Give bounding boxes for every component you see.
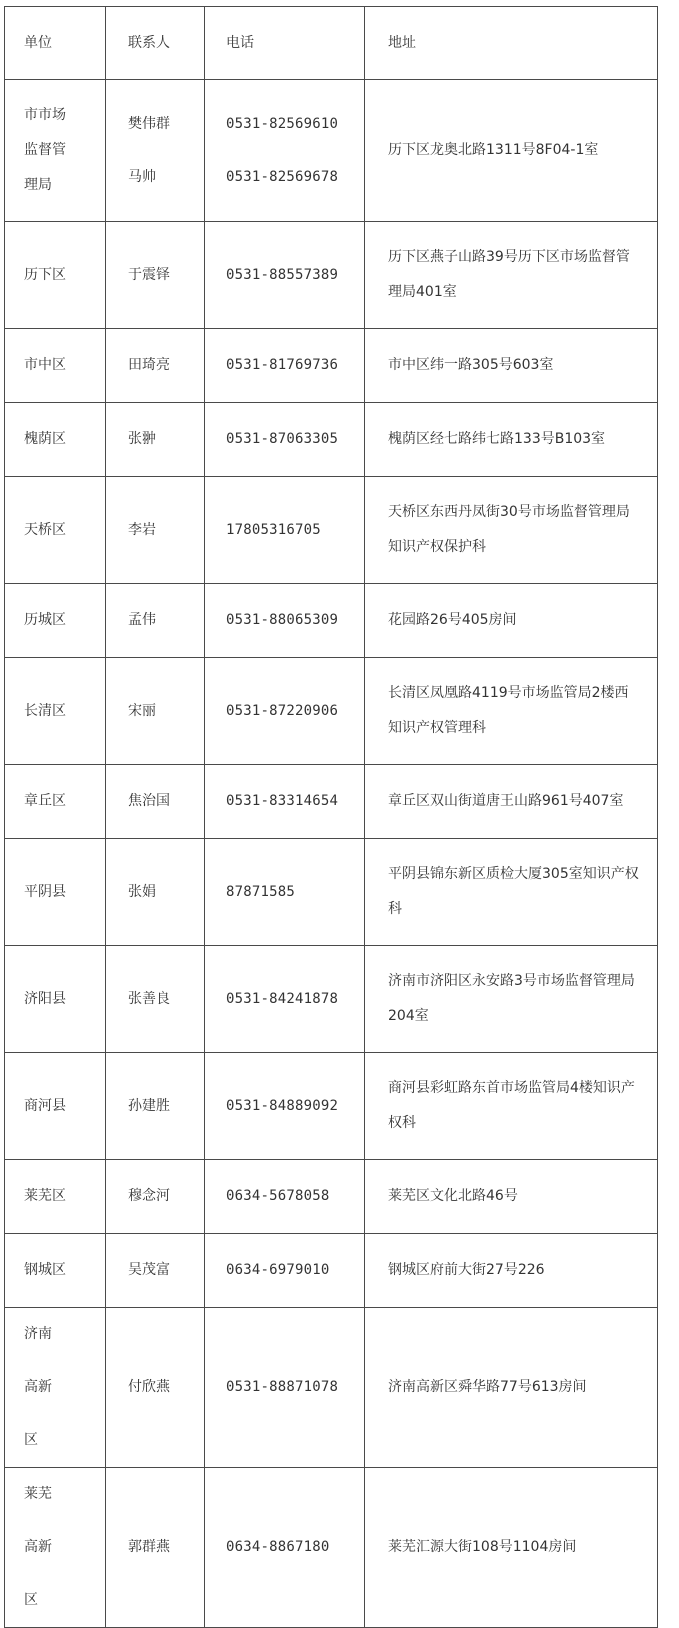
address-cell: 长清区凤凰路4119号市场监管局2楼西知识产权管理科 <box>365 658 658 765</box>
phone-cell: 0531-88557389 <box>205 222 365 329</box>
contact-cell: 张娟 <box>106 839 205 946</box>
address-cell: 历下区龙奥北路1311号8F04-1室 <box>365 80 658 222</box>
address-cell: 平阴县锦东新区质检大厦305室知识产权科 <box>365 839 658 946</box>
table-row <box>5 80 658 222</box>
phone-cell: 0634-8867180 <box>205 1468 365 1628</box>
address-cell: 章丘区双山街道唐王山路961号407室 <box>365 765 658 839</box>
table-row <box>5 839 658 946</box>
phone-cell: 0531-83314654 <box>205 765 365 839</box>
header-phone: 电话 <box>205 7 365 80</box>
unit-text: 济南高新区 <box>24 1326 52 1448</box>
table-row <box>5 658 658 765</box>
phone-cell: 0634-5678058 <box>205 1160 365 1234</box>
table-row <box>5 765 658 839</box>
contact-cell: 李岩 <box>106 477 205 584</box>
table-row <box>5 222 658 329</box>
unit-cell: 历城区 <box>5 584 106 658</box>
unit-cell: 济阳县 <box>5 946 106 1053</box>
unit-cell <box>5 1308 106 1468</box>
phone-number: 0531-82569678 <box>226 168 339 185</box>
unit-cell: 长清区 <box>5 658 106 765</box>
table-row <box>5 1053 658 1160</box>
address-cell: 槐荫区经七路纬七路133号B103室 <box>365 403 658 477</box>
phone-cell: 0531-87063305 <box>205 403 365 477</box>
address-cell: 历下区燕子山路39号历下区市场监督管理局401室 <box>365 222 658 329</box>
table-header-row <box>5 7 658 80</box>
phone-cell: 0531-88871078 <box>205 1308 365 1468</box>
phone-cell <box>205 80 365 222</box>
table-row <box>5 403 658 477</box>
unit-cell <box>5 1468 106 1628</box>
address-cell: 莱芜区文化北路46号 <box>365 1160 658 1234</box>
unit-cell: 章丘区 <box>5 765 106 839</box>
contact-cell: 穆念河 <box>106 1160 205 1234</box>
phone-cell: 0634-6979010 <box>205 1234 365 1308</box>
contact-cell: 郭群燕 <box>106 1468 205 1628</box>
contact-cell: 孙建胜 <box>106 1053 205 1160</box>
contact-cell: 孟伟 <box>106 584 205 658</box>
contact-name: 马帅 <box>128 168 156 185</box>
address-cell: 天桥区东西丹凤街30号市场监督管理局知识产权保护科 <box>365 477 658 584</box>
phone-cell: 0531-81769736 <box>205 329 365 403</box>
phone-cell: 0531-84889092 <box>205 1053 365 1160</box>
contact-cell: 焦治国 <box>106 765 205 839</box>
header-contact: 联系人 <box>106 7 205 80</box>
unit-cell: 平阴县 <box>5 839 106 946</box>
table-row <box>5 1160 658 1234</box>
address-cell: 济南市济阳区永安路3号市场监督管理局204室 <box>365 946 658 1053</box>
contact-name: 樊伟群 <box>128 115 170 132</box>
unit-cell <box>5 80 106 222</box>
table-row <box>5 477 658 584</box>
phone-number: 0531-82569610 <box>226 115 339 132</box>
phone-cell: 87871585 <box>205 839 365 946</box>
phone-cell: 0531-87220906 <box>205 658 365 765</box>
phone-cell: 0531-88065309 <box>205 584 365 658</box>
phone-cell: 0531-84241878 <box>205 946 365 1053</box>
unit-cell: 槐荫区 <box>5 403 106 477</box>
contact-cell: 田琦亮 <box>106 329 205 403</box>
contact-cell: 张善良 <box>106 946 205 1053</box>
table-row <box>5 329 658 403</box>
unit-cell: 莱芜区 <box>5 1160 106 1234</box>
address-cell: 济南高新区舜华路77号613房间 <box>365 1308 658 1468</box>
header-address: 地址 <box>365 7 658 80</box>
table-row <box>5 1468 658 1628</box>
contact-cell: 吴茂富 <box>106 1234 205 1308</box>
contact-cell <box>106 80 205 222</box>
address-cell: 花园路26号405房间 <box>365 584 658 658</box>
table-row <box>5 1234 658 1308</box>
unit-cell: 历下区 <box>5 222 106 329</box>
table-row <box>5 946 658 1053</box>
unit-cell: 市中区 <box>5 329 106 403</box>
address-cell: 市中区纬一路305号603室 <box>365 329 658 403</box>
contacts-table <box>4 6 658 1628</box>
contact-cell: 宋丽 <box>106 658 205 765</box>
address-cell: 商河县彩虹路东首市场监管局4楼知识产权科 <box>365 1053 658 1160</box>
unit-cell: 钢城区 <box>5 1234 106 1308</box>
contact-cell: 张翀 <box>106 403 205 477</box>
unit-text: 莱芜高新区 <box>24 1486 52 1608</box>
table-row <box>5 584 658 658</box>
contact-cell: 付欣燕 <box>106 1308 205 1468</box>
contact-cell: 于震铎 <box>106 222 205 329</box>
unit-text: 市市场监督管理局 <box>24 107 66 193</box>
table-row <box>5 1308 658 1468</box>
unit-cell: 天桥区 <box>5 477 106 584</box>
address-cell: 莱芜汇源大街108号1104房间 <box>365 1468 658 1628</box>
phone-cell: 17805316705 <box>205 477 365 584</box>
address-cell: 钢城区府前大街27号226 <box>365 1234 658 1308</box>
unit-cell: 商河县 <box>5 1053 106 1160</box>
header-unit: 单位 <box>5 7 106 80</box>
